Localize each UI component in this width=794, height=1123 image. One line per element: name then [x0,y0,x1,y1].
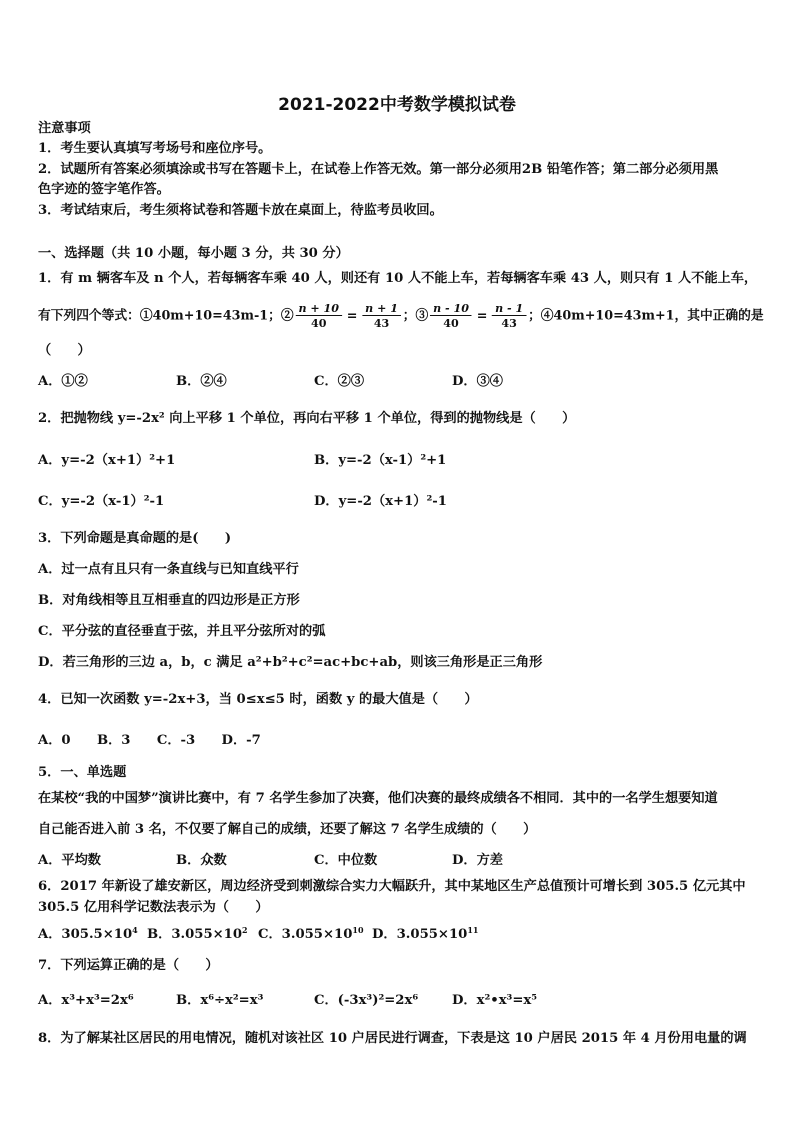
q3-option-b[interactable]: B．对角线相等且互相垂直的四边形是正方形 [38,593,300,608]
section-heading: 一、选择题（共 10 小题，每小题 3 分，共 30 分） [38,246,349,261]
option-exponent: 4 [132,925,138,935]
q7-option-c[interactable]: C．(-3x³)²=2x⁶ [314,993,419,1008]
q5-option-c[interactable]: C．中位数 [314,853,378,868]
notice-item-1: 1．考生要认真填写考场号和座位序号。 [38,141,272,156]
q7-option-b[interactable]: B．x⁶÷x²=x³ [176,993,264,1008]
q1-lead: 有下列四个等式：①40m+10=43m-1；② [38,308,294,324]
q7-stem: 7．下列运算正确的是（ ） [38,958,219,973]
equals-sign: = [476,308,488,324]
q3-option-a[interactable]: A．过一点有且只有一条直线与已知直线平行 [38,562,299,577]
q1-tail: ；④40m+10=43m+1，其中正确的是 [528,308,764,324]
q1-fraction-3 [430,301,472,331]
q2-stem: 2．把抛物线 y=-2x² 向上平移 1 个单位，再向右平移 1 个单位，得到的抛物线是（ ） [38,411,576,426]
option-text: A．305.5×10 [38,927,133,942]
q8-stem-line1: 8．为了解某社区居民的用电情况，随机对该社区 10 户居民进行调查，下表是这 10 户居民 2015 年 4 月份用电量的调 [38,1031,747,1046]
q6-option-a[interactable] [38,926,138,944]
notice-heading: 注意事项 [38,121,91,136]
fraction-numerator: n + 1 [362,301,401,316]
q4-options[interactable]: A．0 B．3 C．-3 D．-7 [38,733,261,748]
fraction-numerator: n - 1 [492,301,526,316]
q7-option-d[interactable]: D．x²•x³=x⁵ [452,993,538,1008]
q1-option-a[interactable]: A．①② [38,374,88,389]
q2-option-c[interactable]: C．y=-2（x-1）²-1 [38,494,165,509]
q1-option-b[interactable]: B．②④ [176,374,227,389]
q2-option-a[interactable]: A．y=-2（x+1）²+1 [38,453,176,468]
q1-answer-paren: （ ） [38,343,91,358]
notice-item-2: 2．试题所有答案必须填涂或书写在答题卡上，在试卷上作答无效。第一部分必须用2B 铅笔作答；第二部分必须用黑 [38,162,719,177]
fraction-denominator: 43 [373,316,390,330]
q1-fraction-2 [362,301,401,331]
q5-option-d[interactable]: D．方差 [452,853,503,868]
q6-option-c[interactable] [258,926,364,944]
q1-stem-line1: 1．有 m 辆客车及 n 个人，若每辆客车乘 40 人，则还有 10 人不能上车，若每辆客车乘 43 人，则只有 1 人不能上车， [38,271,758,286]
option-exponent: 10 [352,925,364,935]
q1-option-d[interactable]: D．③④ [452,374,503,389]
q2-option-d[interactable]: D．y=-2（x+1）²-1 [314,494,447,509]
equals-sign: = [346,308,358,324]
q1-fraction-1 [296,301,342,331]
fraction-denominator: 40 [311,316,327,330]
q1-mid: ；③ [402,308,429,324]
q5-option-a[interactable]: A．平均数 [38,853,101,868]
exam-title: 2021-2022中考数学模拟试卷 [278,95,516,115]
option-exponent: 2 [242,925,248,935]
q5-heading: 5．一、单选题 [38,765,127,780]
option-text: B．3.055×10 [147,927,243,942]
q6-stem-line1: 6．2017 年新设了雄安新区，周边经济受到刺激综合实力大幅跃升，其中某地区生产总值预计可增长到 305.5 亿元其中 [38,879,746,894]
q1-option-c[interactable]: C．②③ [314,374,365,389]
notice-item-3: 3．考试结束后，考生须将试卷和答题卡放在桌面上，待监考员收回。 [38,203,443,218]
q7-option-a[interactable]: A．x³+x³=2x⁶ [38,993,134,1008]
q6-stem-line2: 305.5 亿用科学记数法表示为（ ） [38,900,269,915]
q6-option-b[interactable] [147,926,248,944]
q5-stem-line1: 在某校“我的中国梦”演讲比赛中，有 7 名学生参加了决赛，他们决赛的最终成绩各不相同．其中的一名学生想要知道 [38,791,718,806]
fraction-numerator: n - 10 [430,301,472,316]
q2-option-b[interactable]: B．y=-2（x-1）²+1 [314,453,447,468]
q4-stem: 4．已知一次函数 y=-2x+3，当 0≤x≤5 时，函数 y 的最大值是（ ） [38,692,478,707]
q3-stem: 3．下列命题是真命题的是( ) [38,531,232,546]
q5-option-b[interactable]: B．众数 [176,853,227,868]
q3-option-c[interactable]: C．平分弦的直径垂直于弦，并且平分弦所对的弧 [38,624,326,639]
option-text: C．3.055×10 [258,927,353,942]
q6-option-d[interactable] [372,926,478,944]
option-text: D．3.055×10 [372,927,468,942]
fraction-numerator: n + 10 [296,301,342,316]
q1-fraction-4 [492,301,526,331]
notice-item-2-cont: 色字迹的签字笔作答。 [38,182,170,197]
q1-stem-line2 [38,301,764,332]
fraction-denominator: 43 [501,316,517,330]
q5-stem-line2: 自己能否进入前 3 名，不仅要了解自己的成绩，还要了解这 7 名学生成绩的（ ） [38,822,537,837]
option-exponent: 11 [467,925,479,935]
q3-option-d[interactable]: D．若三角形的三边 a，b，c 满足 a²+b²+c²=ac+bc+ab，则该三角形是正三角形 [38,655,543,670]
fraction-denominator: 40 [443,316,459,330]
